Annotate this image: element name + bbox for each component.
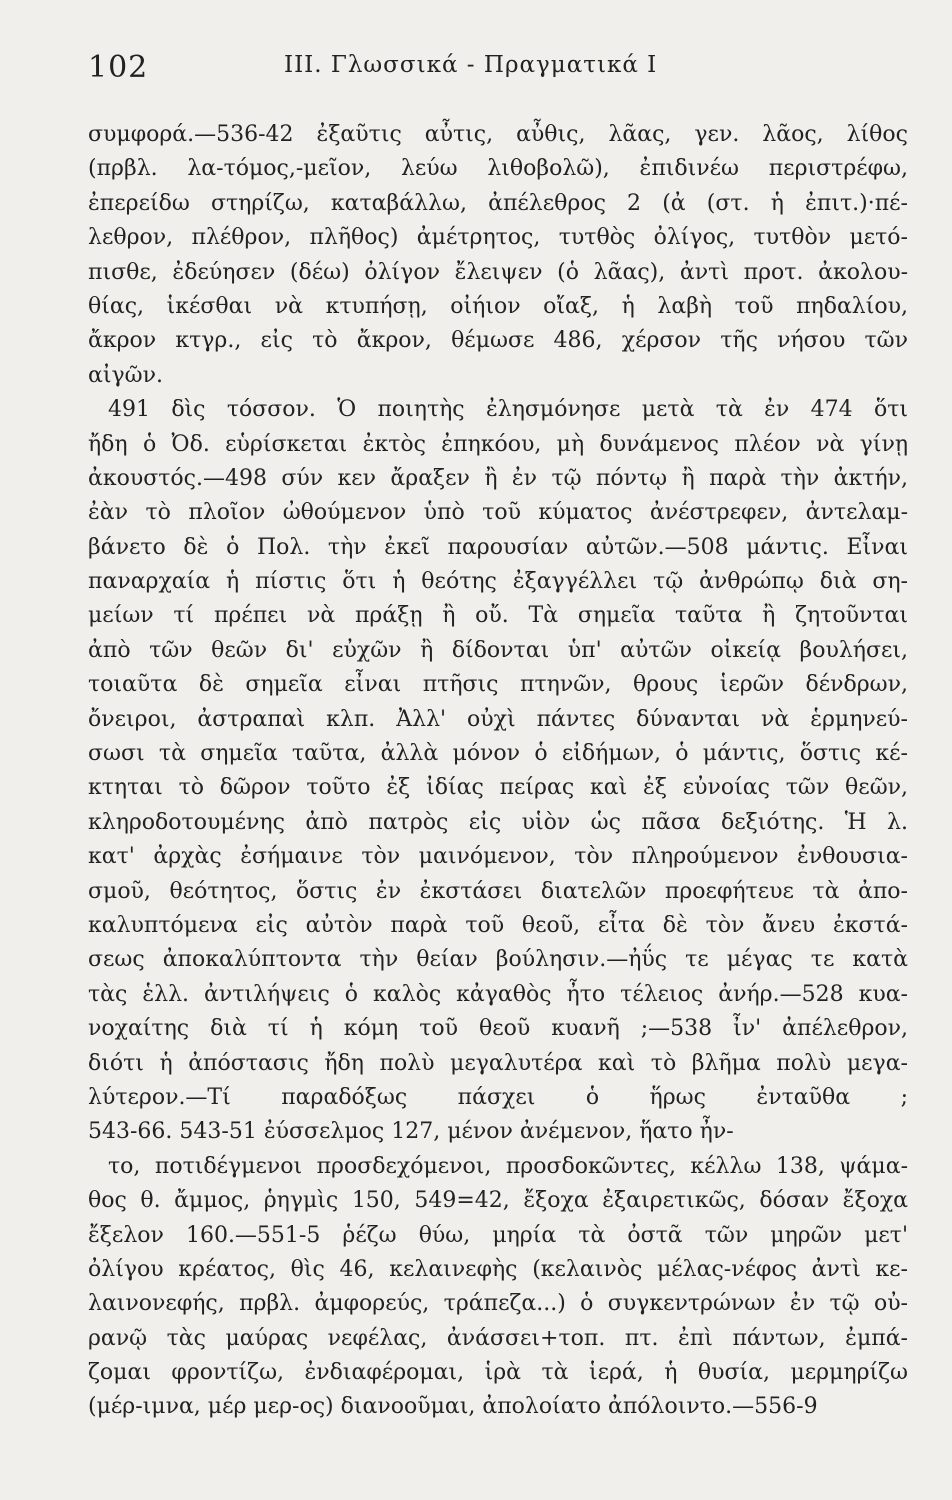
- text-line: (μέρ-ιμνα, μέρ μερ-ος) διανοοῦμαι, ἀπολοίατο ἀπόλοιντο.—556-9: [88, 1394, 818, 1420]
- text-line: το, ποτιδέγμενοι προσδεχόμενοι, προσδοκῶντες, κέλλω 138, ψάμα-: [108, 1153, 908, 1179]
- text-line: τὰς ἑλλ. ἀντιλήψεις ὁ καλὸς κἀγαθὸς ἦτο τέλειος ἀνήρ.—528 κυα-: [88, 981, 908, 1007]
- text-line: θίας, ἱκέσθαι νὰ κτυπήσῃ, οἰήιον οἴαξ, ἡ λαβὴ τοῦ πηδαλίου,: [88, 293, 908, 319]
- text-line: 491 δὶς τόσσον. Ὁ ποιητὴς ἐλησμόνησε μετὰ τὰ ἐν 474 ὅτι: [108, 397, 908, 423]
- text-line: σεως ἀποκαλύπτοντα τὴν θείαν βούλησιν.—ἠΰς τε μέγας τε κατὰ: [88, 947, 908, 973]
- text-line: ὀλίγου κρέατος, θὶς 46, κελαινεφὴς (κελαινὸς μέλας-νέφος ἀντὶ κε-: [88, 1256, 908, 1282]
- commentary-text: [88, 118, 908, 1425]
- text-line: ἔξελον 160.—551-5 ῥέζω θύω, μηρία τὰ ὀστᾶ τῶν μηρῶν μετ': [88, 1222, 908, 1248]
- text-line: ἀκουστός.—498 σύν κεν ἄραξεν ἢ ἐν τῷ πόντῳ ἢ παρὰ τὴν ἀκτήν,: [88, 465, 908, 491]
- text-line: ὄνειροι, ἀστραπαὶ κλπ. Ἀλλ' οὐχὶ πάντες δύνανται νὰ ἑρμηνεύ-: [88, 706, 908, 732]
- text-line: ἀπὸ τῶν θεῶν δι' εὐχῶν ἢ δίδονται ὑπ' αὐτῶν οἰκείᾳ βουλήσει,: [88, 637, 908, 663]
- text-line: κατ' ἀρχὰς ἐσήμαινε τὸν μαινόμενον, τὸν πληρούμενον ἐνθουσια-: [88, 844, 908, 870]
- text-line: καλυπτόμενα εἰς αὐτὸν παρὰ τοῦ θεοῦ, εἶτα δὲ τὸν ἄνευ ἐκστά-: [88, 912, 908, 938]
- text-line: αἰγῶν.: [88, 362, 163, 388]
- text-line: νοχαίτης διὰ τί ἡ κόμη τοῦ θεοῦ κυανῆ ;—538 ἶν' ἀπέλεθρον,: [88, 1016, 908, 1042]
- text-line: παναρχαία ἡ πίστις ὅτι ἡ θεότης ἐξαγγέλλει τῷ ἀνθρώπῳ διὰ ση-: [88, 569, 908, 595]
- page-header: [88, 44, 868, 84]
- text-line: συμφορά.—536-42 ἐξαῦτις αὖτις, αὖθις, λᾶας, γεν. λᾶος, λίθος: [88, 122, 908, 147]
- text-line: ζομαι φροντίζω, ἐνδιαφέρομαι, ἱρὰ τὰ ἱερά, ἡ θυσία, μερμηρίζω: [88, 1360, 908, 1386]
- text-line: (πρβλ. λα-τόμος,-μεῖον, λεύω λιθοβολῶ), ἐπιδινέω περιστρέφω,: [88, 156, 908, 182]
- text-line: λύτερον.—Τί παραδόξως πάσχει ὁ ἥρως ἐνταῦθα ;: [88, 1084, 908, 1110]
- text-line: ἄκρον κτγρ., εἰς τὸ ἄκρον, θέμωσε 486, χέρσον τῆς νήσου τῶν: [88, 328, 908, 354]
- text-line: κληροδοτουμένης ἀπὸ πατρὸς εἰς υἱὸν ὡς πᾶσα δεξιότης. Ἡ λ.: [88, 809, 908, 835]
- text-line: βάνετο δὲ ὁ Πολ. τὴν ἐκεῖ παρουσίαν αὐτῶν.—508 μάντις. Εἶναι: [88, 534, 908, 560]
- text-line: ἤδη ὁ Ὀδ. εὑρίσκεται ἐκτὸς ἐπηκόου, μὴ δυνάμενος πλέον νὰ γίνῃ: [88, 431, 908, 457]
- text-line: διότι ἡ ἀπόστασις ἤδη πολὺ μεγαλυτέρα καὶ τὸ βλῆμα πολὺ μεγα-: [88, 1050, 908, 1076]
- text-line: πισθε, ἐδεύησεν (δέω) ὀλίγον ἔλειψεν (ὁ λᾶας), ἀντὶ προτ. ἀκολου-: [88, 259, 908, 285]
- text-line: λαινονεφής, πρβλ. ἀμφορεύς, τράπεζα...) ὁ συγκεντρώνων ἐν τῷ οὐ-: [88, 1291, 908, 1317]
- text-line: σωσι τὰ σημεῖα ταῦτα, ἀλλὰ μόνον ὁ εἰδήμων, ὁ μάντις, ὅστις κέ-: [88, 741, 908, 767]
- text-line: ρανῷ τὰς μαύρας νεφέλας, ἀνάσσει+τοπ. πτ. ἐπὶ πάντων, ἐμπά-: [88, 1325, 908, 1351]
- text-line: μείων τί πρέπει νὰ πράξῃ ἢ οὔ. Τὰ σημεῖα ταῦτα ἢ ζητοῦνται: [88, 603, 908, 629]
- text-line: τοιαῦτα δὲ σημεῖα εἶναι πτῆσις πτηνῶν, θρους ἱερῶν δένδρων,: [88, 672, 908, 698]
- text-line: ἐὰν τὸ πλοῖον ὠθούμενον ὑπὸ τοῦ κύματος ἀνέστρεφεν, ἀντελαμ-: [88, 500, 908, 526]
- text-line: ἐπερείδω στηρίζω, καταβάλλω, ἀπέλεθρος 2 (ἀ (στ. ἡ ἐπιτ.)·πέ-: [88, 190, 908, 216]
- text-line: σμοῦ, θεότητος, ὅστις ἐν ἐκστάσει διατελῶν προεφήτευε τὰ ἀπο-: [88, 878, 908, 904]
- text-line: λεθρον, πλέθρον, πλῆθος) ἀμέτρητος, τυτθὸς ὀλίγος, τυτθὸν μετό-: [88, 225, 908, 251]
- text-line: κτηται τὸ δῶρον τοῦτο ἐξ ἰδίας πείρας καὶ ἐξ εὐνοίας τῶν θεῶν,: [88, 775, 908, 801]
- page-number: 102: [88, 50, 149, 85]
- text-line: 543-66. 543-51 ἐύσσελμος 127, μένον ἀνέμενον, ἥατο ἦν-: [88, 1119, 734, 1145]
- text-line: θος θ. ἄμμος, ῥηγμὶς 150, 549=42, ἔξοχα ἐξαιρετικῶς, δόσαν ἔξοχα: [88, 1188, 908, 1214]
- running-head: III. Γλωσσικά - Πραγματικά Ι: [284, 52, 658, 78]
